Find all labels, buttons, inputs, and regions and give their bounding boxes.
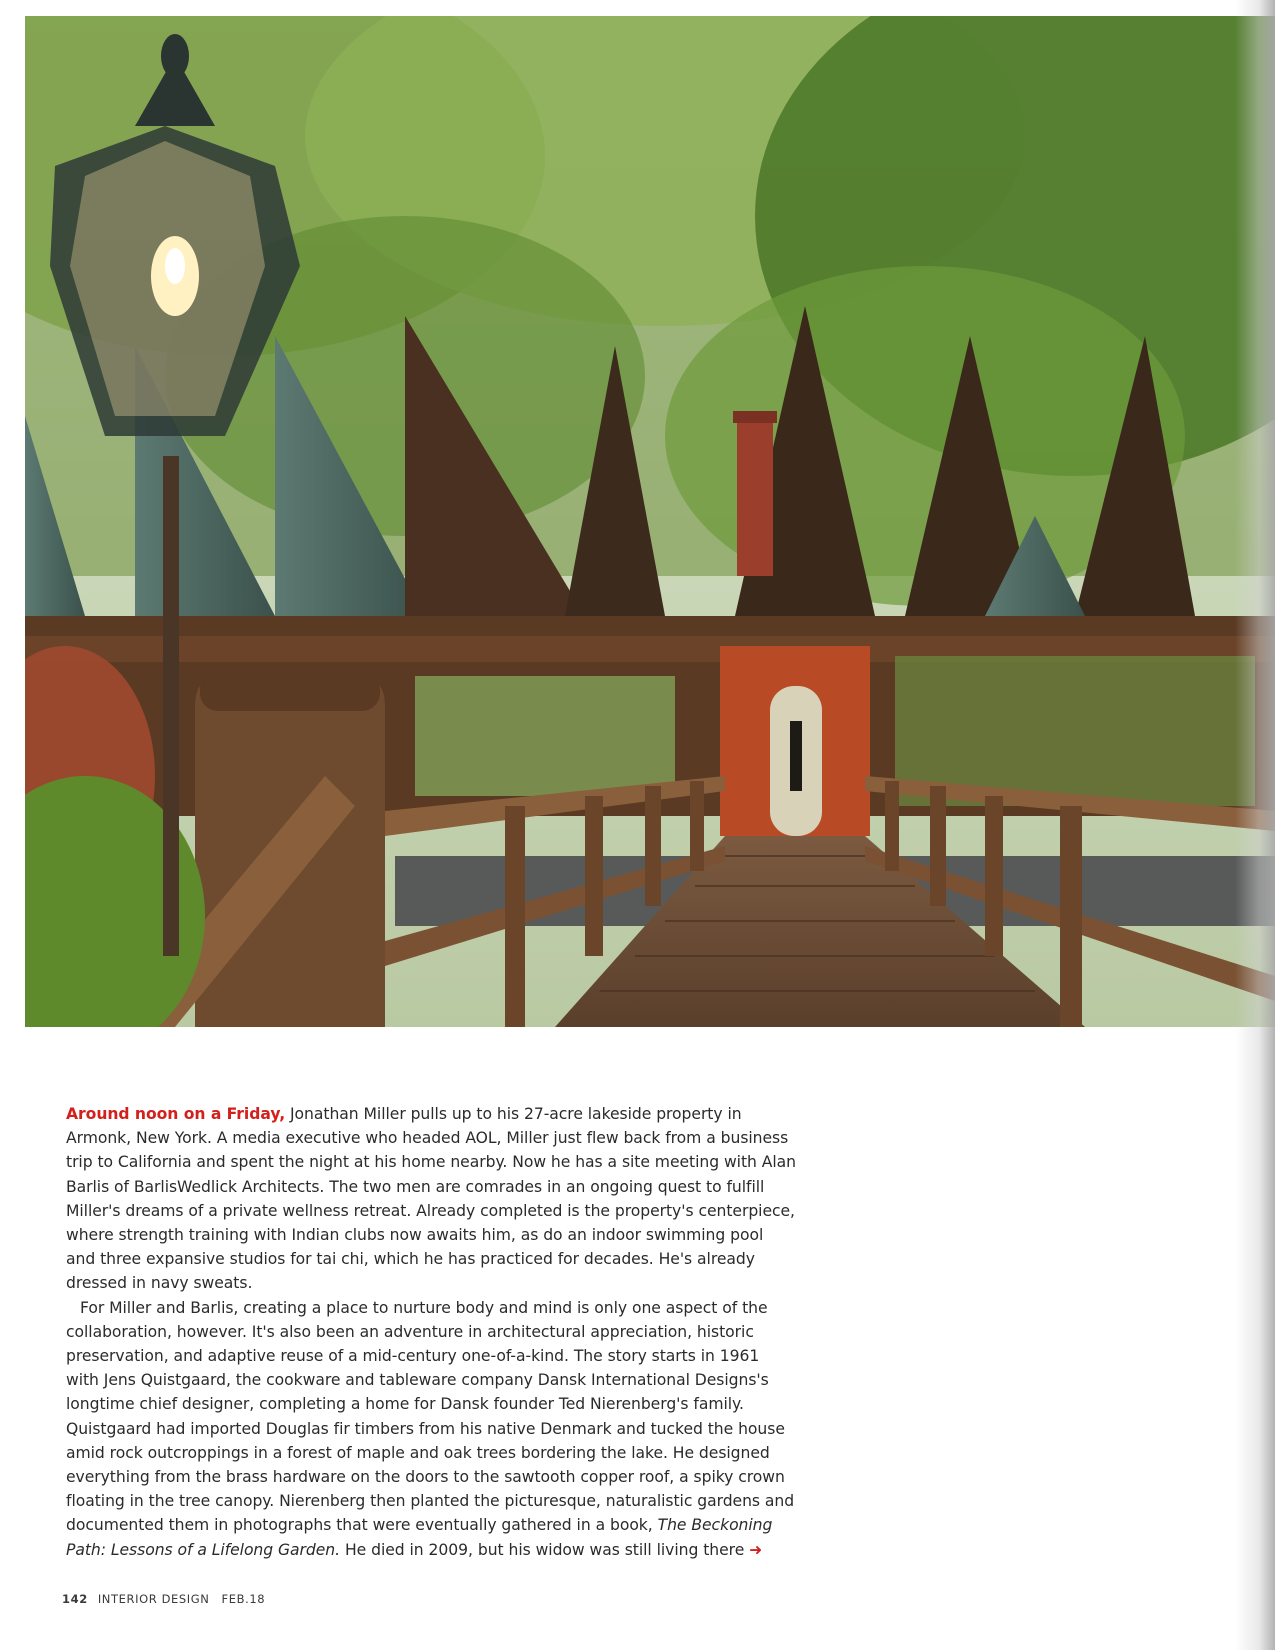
article-body xyxy=(66,1102,796,1562)
book-title: The Beckoning Path: Lessons of a Lifelong Garden. xyxy=(66,1516,773,1559)
continue-arrow-icon: ➜ xyxy=(749,1540,763,1559)
house-footbridge-illustration xyxy=(25,16,1275,1027)
paragraph-2-text-a: For Miller and Barlis, creating a place to nurture body and mind is only one aspect of the collaboration, however. It's also been an adventure in architectural appreciation, historic preservation, and adaptive reuse of a mid-century one-of-a-kind. The story starts in 1961 with Jens Quistgaard, the cookware and tableware company Dansk International Designs's longtime chief designer, completing a home for Dansk founder Ted Nierenberg's family. Quistgaard had imported Douglas fir timbers from his native Denmark and tucked the house amid rock outcroppings in a forest of maple and oak trees bordering the lake. He designed everything from the brass hardware on the doors to the sawtooth copper roof, a spiky crown floating in the tree canopy. Nierenberg then planted the picturesque, naturalistic gardens and documented them in photographs that were eventually gathered in a book, xyxy=(66,1298,795,1535)
feature-photo xyxy=(25,16,1275,1027)
lead-in: Around noon on a Friday, xyxy=(66,1105,286,1123)
page-footer xyxy=(62,1592,265,1606)
article-paragraph-1 xyxy=(66,1102,796,1296)
page-edge-shadow xyxy=(1235,0,1275,1650)
publication-name: INTERIOR DESIGN xyxy=(97,1592,210,1606)
article-paragraph-2 xyxy=(66,1296,796,1562)
issue-date: FEB.18 xyxy=(221,1592,266,1606)
paragraph-2-text-b: He died in 2009, but his widow was still living there xyxy=(340,1540,750,1559)
page-number: 142 xyxy=(62,1592,88,1606)
paragraph-1-text: Jonathan Miller pulls up to his 27-acre lakeside property in Armonk, New York. A media executive who headed AOL, Miller just flew back from a business trip to California and spent the night at his home nearby. Now he has a site meeting with Alan Barlis of BarlisWedlick Architects. The two men are comrades in an ongoing quest to fulfill Miller's dreams of a private wellness retreat. Already completed is the property's centerpiece, where strength training with Indian clubs now awaits him, as do an indoor swimming pool and three expansive studios for tai chi, which he has practiced for decades. He's already dressed in navy sweats. xyxy=(66,1105,797,1293)
